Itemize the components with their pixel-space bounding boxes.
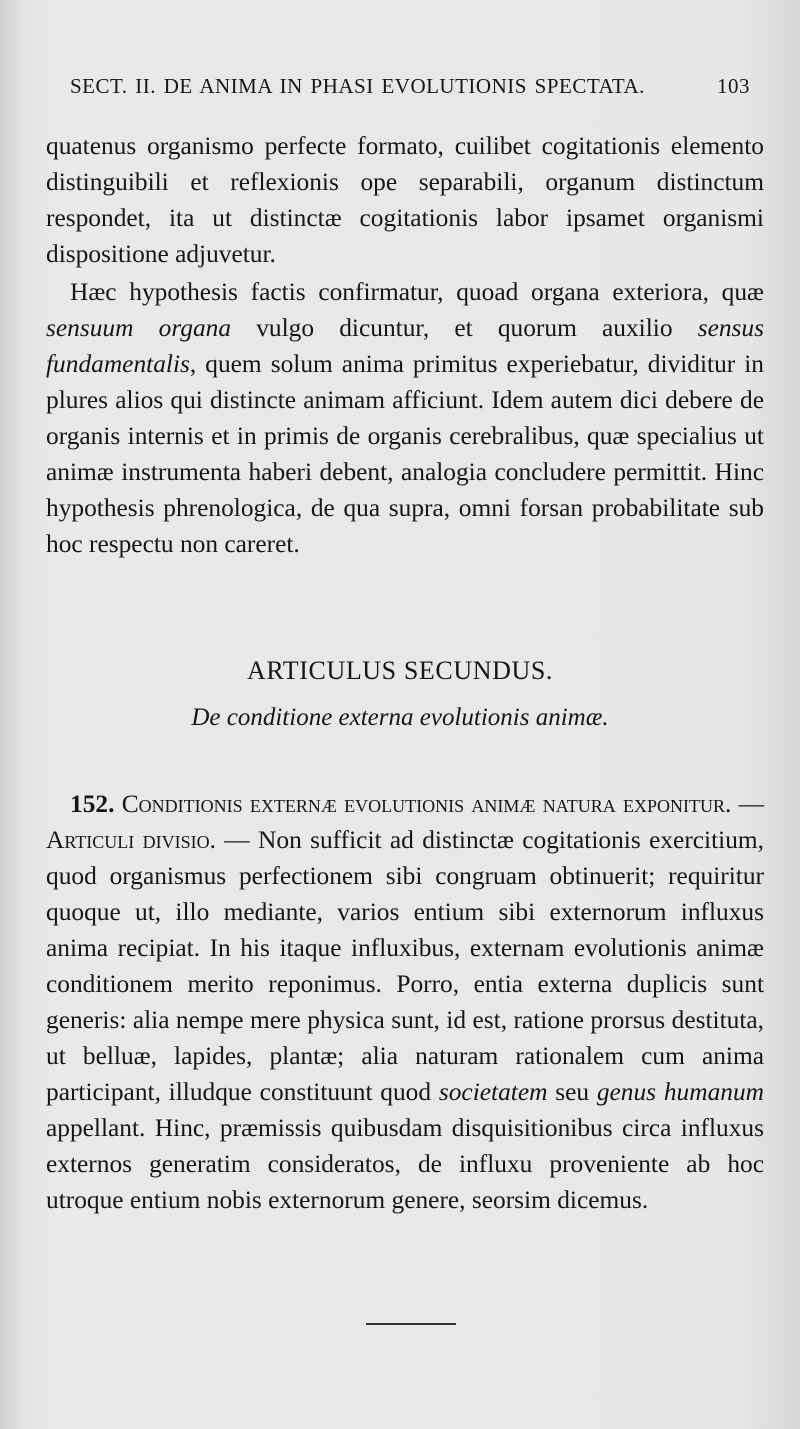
section-subheading: Articuli divisio.: [46, 826, 216, 854]
italic-term: sensuum organa: [46, 314, 232, 342]
italic-term: sensus fundamentalis: [46, 314, 764, 378]
text-run: , quem solum anima primitus experiebatur, dividitur in plures alios qui distincte animam afficiunt. Idem autem dici debere de organis internis et in primis de organis cerebralibus, quæ specialius ut animæ instrumenta haberi debent, analogia concludere permittit. Hinc hypothesis phrenologica, de qua supra, omni forsan probabilitate sub hoc respectu non careret.: [46, 350, 764, 558]
paragraph-text: [46, 274, 764, 562]
section-paragraph: [46, 786, 764, 1218]
text-run: Hæc hypothesis factis confirmatur, quoad organa exteriora, quæ: [70, 278, 764, 306]
italic-term: societatem: [438, 1078, 548, 1106]
section-heading: Conditionis externæ evolutionis animæ natura exponitur.: [121, 790, 732, 818]
article-subtitle: De conditione externa evolutionis animæ.: [191, 704, 609, 731]
running-header: [70, 74, 750, 99]
running-title: SECT. II. DE ANIMA IN PHASI EVOLUTIONIS SPECTATA.: [70, 74, 645, 98]
paragraph-hypothesis: [46, 274, 764, 562]
article-title: ARTICULUS SECUNDUS.: [247, 656, 553, 685]
section-152: [46, 786, 764, 1218]
end-rule: [366, 1323, 456, 1325]
italic-term: genus humanum: [596, 1078, 764, 1106]
paragraph-text: quatenus organismo perfecte formato, cuilibet cogitationis elemento distinguibili et reflexionis ope separabili, organum distinctum respondet, ita ut distinctæ cogitationis labor ipsamet organismi dispositione adjuvetur.: [46, 132, 764, 268]
text-run: appellant. Hinc, præmissis quibusdam disquisitionibus circa influxus externos generatim consideratos, de influxu proveniente ab hoc utroque entium nobis externorum genere, seorsim dicemus.: [46, 1114, 764, 1214]
section-number: 152.: [70, 790, 115, 818]
dash: —: [215, 826, 259, 854]
dash: —: [731, 790, 764, 818]
paragraph-continuation: [46, 128, 764, 272]
text-run: Non sufficit ad distinctæ cogitationis exercitium, quod organismus perfectionem sibi congruam obtinuerit; requiritur quoque ut, illo mediante, varios entium sibi externorum influxus anima recipiat. In his itaque influxibus, externam evolutionis animæ conditionem merito reponimus. Porro, entia externa duplicis sunt generis: alia nempe mere physica sunt, id est, ratione prorsus destituta, ut belluæ, lapides, plantæ; alia naturam rationalem cum anima participant, illudque constituunt quod: [46, 826, 764, 1106]
text-run: vulgo dicuntur, et quorum auxilio: [231, 314, 698, 342]
text-run: seu: [547, 1078, 597, 1106]
page-number: 103: [717, 74, 750, 98]
